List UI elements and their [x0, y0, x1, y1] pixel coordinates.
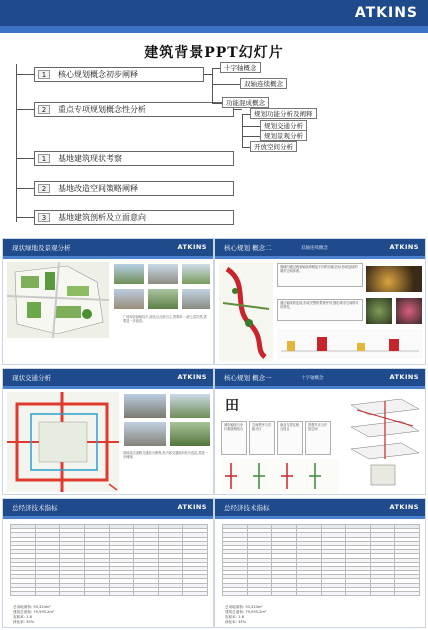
outline-subitem[interactable]: 双轴连续概念 — [240, 78, 287, 89]
connector — [242, 114, 250, 115]
outline-subitem[interactable]: 规划景观分析 — [260, 130, 307, 141]
slide-caption: 广场现状绿地较少,绿化以点缀为主,景观单一,缺乏层次感,需要进一步改善。 — [123, 315, 207, 323]
slide-band — [3, 516, 213, 519]
render-photo — [395, 297, 423, 325]
street-photo — [169, 421, 211, 447]
econ-summary-line: 绿化率: 35% — [13, 620, 35, 624]
outline-item[interactable] — [34, 181, 234, 196]
street-photo — [169, 393, 211, 419]
concept-note: 空间秩序与功能分区 — [249, 421, 275, 455]
outline-item-label: 基地建筑现状考察 — [58, 154, 122, 163]
indicator-table — [10, 524, 208, 596]
slide-logo: ATKINS — [389, 503, 419, 511]
cross-axis-glyph: 田 — [225, 398, 239, 414]
site-plan-map — [7, 262, 109, 338]
slide-header — [215, 499, 425, 516]
connector — [242, 136, 260, 137]
slide-thumbnail-traffic[interactable] — [2, 368, 214, 495]
slide-band — [215, 516, 425, 519]
slide-subtitle: 双轴连续概念 — [301, 246, 328, 251]
slide-title: 总经济技术指标 — [12, 504, 58, 512]
site-photo — [147, 288, 179, 310]
site-photo — [181, 263, 211, 285]
concept-note: 城市轴线与步行系统相结合 — [221, 421, 247, 455]
outline-item-number: 3 — [38, 213, 50, 222]
slide-title: 核心规划 概念一 — [224, 374, 272, 382]
night-render-photo — [365, 265, 423, 293]
slide-title: 核心规划 概念二 — [224, 244, 272, 252]
slide-thumbnail-concept-one[interactable] — [214, 368, 426, 495]
concept-note: 景观节点与开放空间 — [305, 421, 331, 455]
outline-item-number: 2 — [38, 105, 50, 114]
outline-item-label: 重点专项规划概念性分析 — [58, 105, 146, 114]
tree-branch — [16, 109, 34, 110]
street-photo — [123, 421, 167, 447]
slide-caption: 基地周边道路交通较为便利,但内部交通组织较为混乱,需进一步梳理。 — [123, 451, 208, 459]
connector — [234, 109, 242, 110]
slide-header — [3, 499, 213, 516]
outline-item[interactable] — [34, 210, 234, 225]
slide-header — [3, 369, 213, 386]
page-title: 建筑背景PPT幻灯片 — [144, 45, 284, 61]
traffic-map — [7, 392, 119, 492]
cross-axis-sketches — [223, 459, 339, 493]
outline-item-label: 核心规划概念初步阐释 — [58, 70, 138, 79]
slide-header — [3, 239, 213, 256]
outline-item[interactable] — [34, 151, 234, 166]
outline-subitem[interactable]: 规划功能分析及阐释 — [250, 108, 317, 119]
tree-branch — [16, 158, 34, 159]
econ-summary-line: 建筑总面积: 79,595.2m² — [225, 610, 267, 614]
connector — [242, 126, 260, 127]
site-photo — [113, 263, 145, 285]
outline-subitem[interactable]: 开放空间分析 — [250, 141, 297, 152]
slide-band — [215, 386, 425, 389]
connector — [204, 74, 212, 75]
outline-item-number: 1 — [38, 154, 50, 163]
connector — [212, 68, 213, 104]
slide-title: 总经济技术指标 — [224, 504, 270, 512]
indicator-table — [222, 524, 420, 596]
concept-note: 商业与居住相互结合 — [277, 421, 303, 455]
slide-thumbnail-greenery[interactable] — [2, 238, 214, 365]
tree-branch — [16, 188, 34, 189]
slide-band — [215, 256, 425, 259]
slide-logo: ATKINS — [389, 243, 419, 251]
site-photo — [181, 288, 211, 310]
tree-branch — [16, 74, 34, 75]
outline-subitem[interactable]: 规划交通分析 — [260, 120, 307, 131]
connector — [212, 103, 222, 104]
slide-logo: ATKINS — [389, 373, 419, 381]
outline-item-number: 2 — [38, 184, 50, 193]
econ-summary-line: 总用地面积: 93,324m² — [13, 605, 51, 609]
street-photo — [123, 393, 167, 419]
econ-summary-line: 总用地面积: 93,324m² — [225, 605, 263, 609]
tree-branch — [16, 217, 34, 218]
slide-header — [215, 239, 425, 256]
slide-logo: ATKINS — [177, 503, 207, 511]
outline-item-label: 基地改造空间策略阐释 — [58, 184, 138, 193]
slide-band — [3, 256, 213, 259]
connector — [242, 147, 250, 148]
site-photo — [147, 263, 179, 285]
slide-subtitle: 十字轴概念 — [301, 376, 324, 381]
outline-item[interactable] — [34, 102, 234, 117]
slide-logo: ATKINS — [177, 373, 207, 381]
slide-thumbnail-econ-left[interactable] — [2, 498, 214, 628]
connector — [242, 114, 243, 147]
slide-title: 现状绿地及景观分析 — [12, 244, 71, 252]
slide-title: 现状交通分析 — [12, 374, 51, 382]
site-photo — [113, 288, 145, 310]
layer-stack-diagram — [341, 393, 423, 489]
header-stripe — [0, 26, 428, 33]
slide-thumbnail-concept-two[interactable] — [214, 238, 426, 365]
slide-logo: ATKINS — [177, 243, 207, 251]
outline-subitem[interactable]: 功能混成概念 — [222, 97, 269, 108]
slide-header — [215, 369, 425, 386]
slide-band — [3, 386, 213, 389]
connector — [212, 84, 240, 85]
axis-plan-diagram — [219, 263, 273, 361]
econ-summary-line: 容积率: 1.8 — [225, 615, 244, 619]
outline-tree — [0, 60, 428, 235]
atkins-logo: ATKINS — [354, 5, 418, 21]
concept-note: 通过轴线的连续,形成完整的景观序列,强化城市空间的可识别性。 — [277, 299, 363, 321]
outline-subitem[interactable]: 十字轴概念 — [220, 62, 261, 73]
slide-thumbnail-econ-right[interactable] — [214, 498, 426, 628]
outline-item-label: 基地建筑剖析及立面意向 — [58, 213, 146, 222]
econ-summary-line: 绿化率: 35% — [225, 620, 247, 624]
concept-note: 基地内通过两条轴线串联起不同的功能空间,形成连续的城市空间体系。 — [277, 263, 363, 287]
connector — [212, 68, 220, 69]
econ-summary-line: 建筑总面积: 79,595.2m² — [13, 610, 55, 614]
tree-trunk — [16, 64, 17, 222]
econ-summary-line: 容积率: 1.8 — [13, 615, 32, 619]
section-diagram — [277, 329, 423, 359]
outline-item-number: 1 — [38, 70, 50, 79]
render-photo — [365, 297, 393, 325]
outline-item[interactable] — [34, 67, 204, 82]
